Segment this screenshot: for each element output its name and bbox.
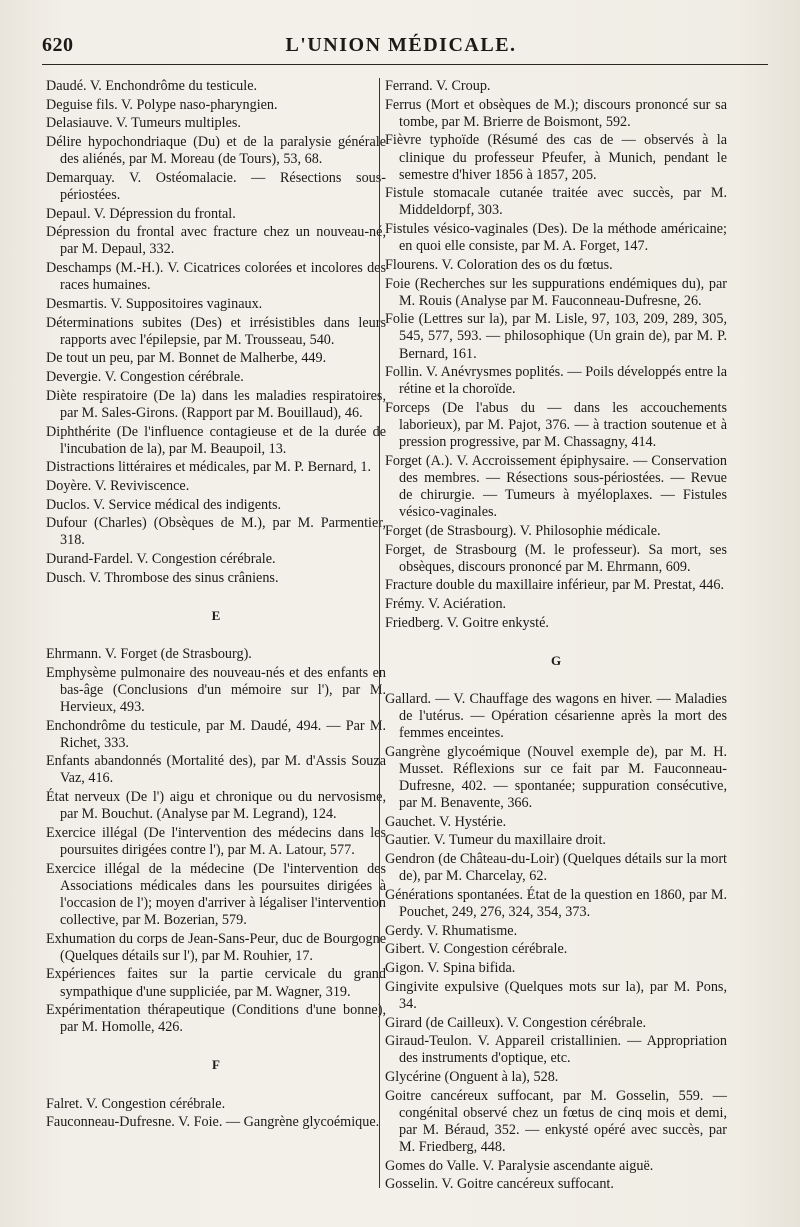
index-entry: Forceps (De l'abus du — dans les accouchements laborieux), par M. Pajot, 376. — à traction soutenue et à pression progressive, par M. Chassagny, 414.: [385, 400, 727, 451]
section-letter-e: E: [211, 607, 221, 623]
index-entry: Deguise fils. V. Polype naso-pharyngien.: [46, 96, 278, 113]
index-entry: État nerveux (De l') aigu et chronique ou du nervosisme, par M. Bouchut. (Analyse par M. Legrand), 124.: [46, 789, 386, 823]
index-entry: Gibert. V. Congestion cérébrale.: [385, 941, 568, 958]
column-divider: [379, 78, 380, 1188]
index-entry: Gosselin. V. Goitre cancéreux suffocant.: [385, 1176, 614, 1193]
index-entry: Falret. V. Congestion cérébrale.: [46, 1095, 226, 1112]
index-entry: Forget, de Strasbourg (M. le professeur). Sa mort, ses obsèques, discours prononcé par M. Ehrmann, 609.: [385, 541, 727, 575]
index-entry: Depaul. V. Dépression du frontal.: [46, 205, 236, 222]
index-entry: Girard (de Cailleux). V. Congestion cérébrale.: [385, 1014, 647, 1031]
entries-f: [385, 78, 727, 632]
entries-e: [46, 646, 386, 1036]
index-entry: Dusch. V. Thrombose des sinus crâniens.: [46, 569, 279, 586]
index-entry: Frémy. V. Aciération.: [385, 596, 507, 613]
index-entry: Deschamps (M.-H.). V. Cicatrices colorées et incolores des races humaines.: [46, 260, 386, 294]
index-entry: Fauconneau-Dufresne. V. Foie. — Gangrène glycoémique.: [46, 1114, 380, 1131]
index-entry: Fièvre typhoïde (Résumé des cas de — observés à la clinique du professeur Pfeufer, à Munich, pendant le semestre d'hiver 1856 à 1857, 205.: [385, 132, 727, 183]
index-entry: De tout un peu, par M. Bonnet de Malherbe, 449.: [46, 350, 327, 367]
index-entry: Dépression du frontal avec fracture chez un nouveau-né, par M. Depaul, 332.: [46, 224, 386, 258]
index-entry: Friedberg. V. Goitre enkysté.: [385, 614, 549, 631]
index-entry: Enfants abandonnés (Mortalité des), par M. d'Assis Souza Vaz, 416.: [46, 753, 386, 787]
index-entry: Délire hypochondriaque (Du) et de la paralysie générale des aliénés, par M. Moreau (de Tours), 53, 68.: [46, 134, 386, 168]
page-number: 620: [42, 34, 74, 56]
right-column: [385, 78, 727, 1195]
index-entry: Exhumation du corps de Jean-Sans-Peur, duc de Bourgogne (Quelques détails sur l'), par M. Rouhier, 17.: [46, 930, 386, 964]
page-header: [36, 34, 766, 68]
index-entry: Forget (A.). V. Accroissement épiphysaire. — Conservation des membres. — Résections sous-périostées. — Revue de chirurgie. — Tumeurs à myéloplaxes. — Fistules vésico-vaginales.: [385, 452, 727, 521]
index-entry: Duclos. V. Service médical des indigents.: [46, 496, 282, 513]
index-entry: Follin. V. Anévrysmes poplités. — Poils développés entre la rétine et la choroïde.: [385, 364, 727, 398]
index-entry: Gomes do Valle. V. Paralysie ascendante aiguë.: [385, 1157, 654, 1174]
index-entry: Gangrène glycoémique (Nouvel exemple de), par M. H. Musset. Réflexions sur ce fait par M. Fauconneau-Dufresne, 402. — spontanée; suppuration consécutive, par M. Benavente, 366.: [385, 743, 727, 812]
index-entry: Fracture double du maxillaire inférieur, par M. Prestat, 446.: [385, 577, 725, 594]
index-entry: Exercice illégal (De l'intervention des médecins dans les poursuites dirigées contre l'), par M. A. Latour, 577.: [46, 824, 386, 858]
index-entry: Gauchet. V. Hystérie.: [385, 813, 507, 830]
index-entry: Goitre cancéreux suffocant, par M. Gosselin, 559. — congénital observé chez un fœtus de cinq mois et demi, par M. Béraud, 352. — enkysté opéré avec succès, par M. Friedberg, 448.: [385, 1087, 727, 1155]
index-entry: Expériences faites sur la partie cervicale du grand sympathique d'une suppliciée, par M. Wagner, 319.: [46, 966, 386, 1000]
index-entry: Demarquay. V. Ostéomalacie. — Résections sous-périostées.: [46, 169, 386, 203]
index-entry: Doyère. V. Reviviscence.: [46, 477, 190, 494]
index-entry: Expérimentation thérapeutique (Conditions d'une bonne), par M. Homolle, 426.: [46, 1002, 386, 1036]
index-entry: Devergie. V. Congestion cérébrale.: [46, 369, 244, 386]
index-entry: Giraud-Teulon. V. Appareil cristallinien. — Appropriation des instruments d'optique, etc.: [385, 1033, 727, 1067]
index-entry: Delasiauve. V. Tumeurs multiples.: [46, 115, 241, 132]
index-entry: Diète respiratoire (De la) dans les maladies respiratoires, par M. Sales-Girons. (Rapport par M. Bouillaud), 46.: [46, 387, 386, 421]
index-entry: Emphysème pulmonaire des nouveau-nés et des enfants en bas-âge (Conclusions d'un mémoire sur l'), par M. Hervieux, 493.: [46, 664, 386, 715]
index-entry: Durand-Fardel. V. Congestion cérébrale.: [46, 551, 276, 568]
index-entry: Gerdy. V. Rhumatisme.: [385, 922, 518, 939]
entries-f-start: [46, 1096, 386, 1132]
section-letter-g: G: [550, 652, 562, 668]
index-entry: Daudé. V. Enchondrôme du testicule.: [46, 78, 258, 94]
index-entry: Fistules vésico-vaginales (Des). De la méthode américaine; en quoi elle consiste, par M. A. Forget, 147.: [385, 221, 727, 255]
index-entry: Exercice illégal de la médecine (De l'intervention des Associations médicales dans les poursuites dirigées à l'occasion de l'); moyen d'arriver à légaliser l'intervention collective, par M. Bozerian, 579.: [46, 860, 386, 928]
index-entry: Folie (Lettres sur la), par M. Lisle, 97, 103, 209, 289, 305, 545, 577, 593. — philosophique (Un grain de), par M. P. Bernard, 161.: [385, 311, 727, 362]
index-entry: Gautier. V. Tumeur du maxillaire droit.: [385, 832, 606, 849]
index-entry: Fistule stomacale cutanée traitée avec succès, par M. Middeldorpf, 303.: [385, 185, 727, 219]
index-entry: Générations spontanées. État de la question en 1860, par M. Pouchet, 249, 276, 324, 354, 373.: [385, 886, 727, 920]
index-entry: Gendron (de Château-du-Loir) (Quelques détails sur la mort de), par M. Charcelay, 62.: [385, 851, 727, 885]
section-letter-f: F: [212, 1057, 220, 1073]
index-entry: Ferrus (Mort et obsèques de M.); discours prononcé sur sa tombe, par M. Brierre de Boismont, 592.: [385, 96, 727, 130]
index-entry: Desmartis. V. Suppositoires vaginaux.: [46, 295, 263, 312]
index-entry: Gallard. — V. Chauffage des wagons en hiver. — Maladies de l'utérus. — Opération césarienne après la mort des femmes enceintes.: [385, 690, 727, 742]
index-entry: Distractions littéraires et médicales, par M. P. Bernard, 1.: [46, 459, 372, 476]
entries-g: [385, 691, 727, 1194]
index-entry: Gingivite expulsive (Quelques mots sur la), par M. Pons, 34.: [385, 978, 727, 1012]
index-entry: Ehrmann. V. Forget (de Strasbourg).: [46, 646, 252, 662]
left-column: [46, 78, 386, 1133]
index-entry: Flourens. V. Coloration des os du fœtus.: [385, 256, 613, 273]
index-entry: Glycérine (Onguent à la), 528.: [385, 1069, 559, 1085]
index-entry: Enchondrôme du testicule, par M. Daudé, 494. — Par M. Richet, 333.: [46, 717, 386, 751]
index-entry: Déterminations subites (Des) et irrésistibles dans leurs rapports avec l'épilepsie, par M. Trousseau, 540.: [46, 314, 386, 348]
index-entry: Dufour (Charles) (Obsèques de M.), par M. Parmentier, 318.: [46, 515, 386, 549]
index-entry: Foie (Recherches sur les suppurations endémiques du), par M. Rouis (Analyse par M. Fauconneau-Dufresne, 26.: [385, 275, 727, 309]
entries-d: [46, 78, 386, 587]
index-entry: Diphthérite (De l'influence contagieuse et de la durée de l'incubation de la), par M. Beaupoil, 13.: [46, 423, 386, 457]
header-rule: [42, 64, 768, 65]
running-head: L'UNION MÉDICALE.: [285, 34, 517, 56]
index-entry: Gigon. V. Spina bifida.: [385, 960, 516, 977]
index-entry: Forget (de Strasbourg). V. Philosophie médicale.: [385, 522, 661, 539]
index-entry: Ferrand. V. Croup.: [385, 78, 491, 94]
